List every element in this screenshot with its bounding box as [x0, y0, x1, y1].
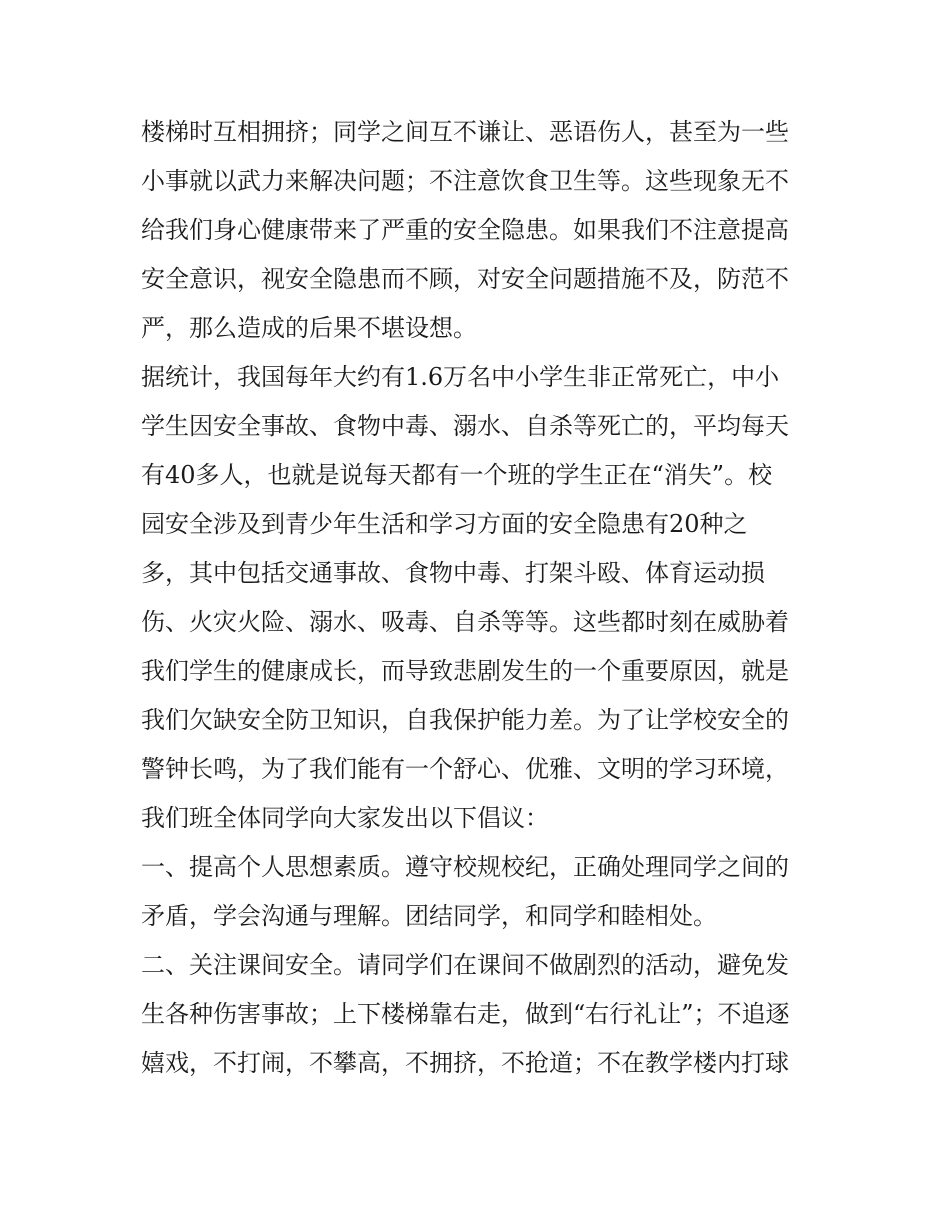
text-line: 我们欠缺安全防卫知识，自我保护能力差。为了让学校安全的 [141, 706, 789, 734]
text-line: 给我们身心健康带来了严重的安全隐患。如果我们不注意提高 [141, 216, 789, 244]
text-line: 安全意识，视安全隐患而不顾，对安全问题措施不及，防范不 [141, 265, 789, 293]
text-line: 一、提高个人思想素质。遵守校规校纪，正确处理同学之间的 [141, 853, 789, 881]
text-line: 多，其中包括交通事故、食物中毒、打架斗殴、体育运动损 [141, 559, 765, 587]
text-line: 有40多人，也就是说每天都有一个班的学生正在“消失”。校 [141, 461, 773, 489]
text-line: 据统计，我国每年大约有1.6万名中小学生非正常死亡，中小 [141, 363, 780, 391]
text-line: 伤、火灾火险、溺水、吸毒、自杀等等。这些都时刻在威胁着 [141, 608, 789, 636]
text-line: 二、关注课间安全。请同学们在课间不做剧烈的活动，避免发 [141, 951, 789, 979]
text-line: 矛盾，学会沟通与理解。团结同学，和同学和睦相处。 [141, 902, 717, 930]
text-line: 学生因安全事故、食物中毒、溺水、自杀等死亡的，平均每天 [141, 412, 789, 440]
document-body [141, 108, 821, 1088]
text-line: 警钟长鸣，为了我们能有一个舒心、优雅、文明的学习环境， [141, 755, 789, 783]
text-line: 严，那么造成的后果不堪设想。 [141, 314, 477, 342]
text-line: 嬉戏，不打闹，不攀高，不拥挤，不抢道；不在教学楼内打球 [141, 1049, 789, 1077]
text-line: 我们班全体同学向大家发出以下倡议： [141, 804, 549, 832]
text-line: 小事就以武力来解决问题；不注意饮食卫生等。这些现象无不 [141, 167, 789, 195]
text-line: 楼梯时互相拥挤；同学之间互不谦让、恶语伤人，甚至为一些 [141, 118, 789, 146]
text-line: 生各种伤害事故；上下楼梯靠右走，做到“右行礼让”；不追逐 [141, 1000, 790, 1028]
text-line: 园安全涉及到青少年生活和学习方面的安全隐患有20种之 [141, 510, 748, 538]
text-line: 我们学生的健康成长，而导致悲剧发生的一个重要原因，就是 [141, 657, 789, 685]
